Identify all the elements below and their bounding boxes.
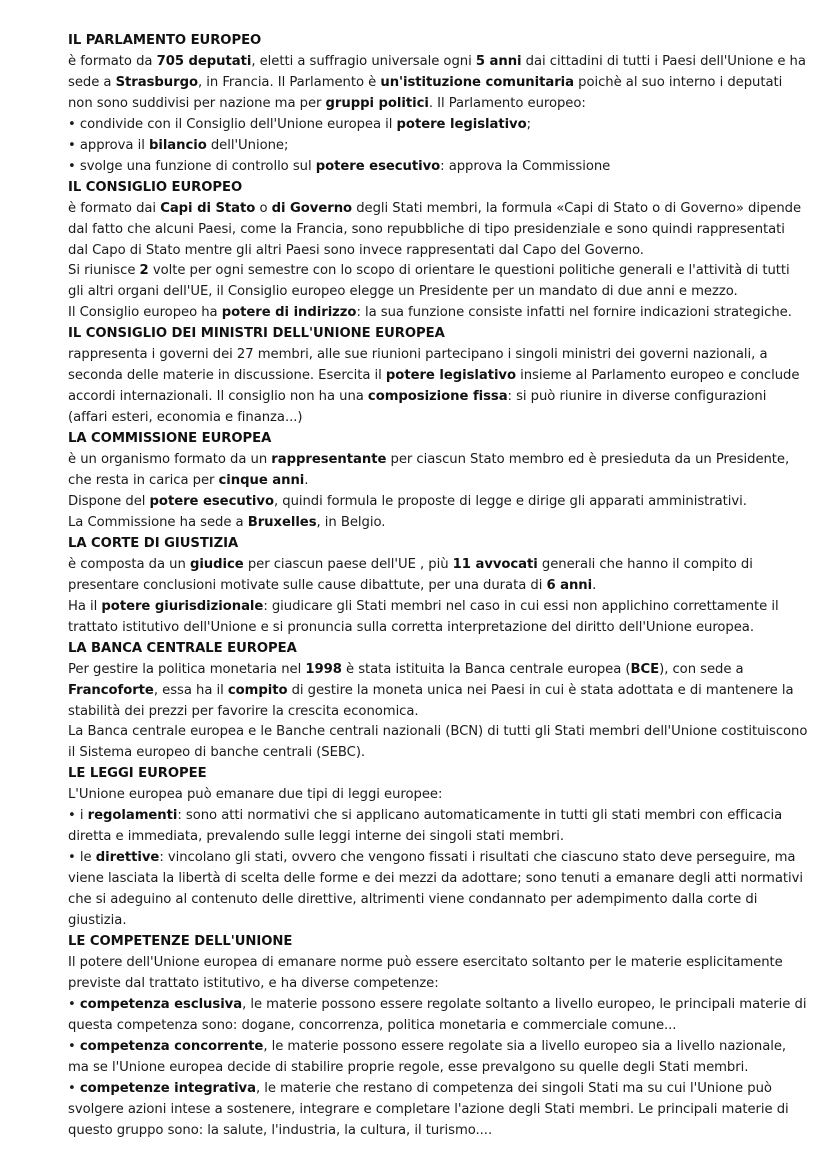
bullet-item	[68, 1079, 808, 1142]
text-run: generali che hanno il compito di presentare conclusioni motivate sulle cause dibattute, per una durata di	[68, 556, 753, 593]
text-run: , eletti a suffragio universale ogni	[251, 53, 476, 69]
section	[68, 932, 808, 1142]
text-run: per ciascun paese dell'UE , più	[243, 556, 453, 572]
paragraph	[68, 52, 808, 115]
text-run: : si può riunire in diverse configurazioni (affari esteri, economia e finanza...)	[68, 389, 767, 426]
text-run: La Banca centrale europea e le Banche centrali nazionali (BCN) di tutti gli Stati membri dell'Unione costituiscono il Sistema europeo di banche centrali (SEBC).	[68, 724, 808, 761]
text-run: rappresenta i governi dei 27 membri, alle sue riunioni partecipano i singoli ministri dei governi nazionali, a seconda delle materie in discussione. Esercita il	[68, 347, 768, 384]
section	[68, 429, 808, 534]
text-run: i	[79, 808, 88, 824]
section-title: LE LEGGI EUROPEE	[68, 766, 207, 782]
text-run: Ha il	[68, 598, 102, 614]
section	[68, 534, 808, 639]
text-run: approva il	[79, 137, 149, 153]
bullet-item	[68, 157, 808, 178]
bold-text: rappresentante	[271, 452, 387, 468]
section	[68, 178, 808, 325]
paragraph	[68, 345, 808, 429]
paragraph	[68, 513, 808, 534]
bold-text: potere esecutivo	[315, 158, 441, 174]
paragraph	[68, 303, 808, 324]
text-run: ), con sede a	[659, 661, 744, 677]
section-title: LE COMPETENZE DELL'UNIONE	[68, 933, 293, 949]
bold-text: 705 deputati	[156, 53, 252, 69]
text-run: è formato dai	[68, 200, 161, 216]
text-run: La Commissione ha sede a	[68, 514, 248, 530]
text-run: condivide con il Consiglio dell'Unione europea il	[79, 116, 397, 132]
section-title: IL PARLAMENTO EUROPEO	[68, 33, 262, 48]
text-run: è formato da	[68, 53, 157, 69]
section	[68, 324, 808, 429]
text-run: le	[79, 850, 96, 866]
text-run: Il Consiglio europeo ha	[68, 305, 222, 321]
bold-text: compito	[227, 682, 288, 698]
paragraph	[68, 199, 808, 262]
text-run: , in Belgio.	[316, 514, 386, 530]
text-run: volte per ogni semestre con lo scopo di orientare le questioni politiche generali e l'attività di tutti gli altri organi dell'UE, il Consiglio europeo elegge un Presidente per un mandato di due anni e mezzo.	[68, 263, 790, 300]
bullet-item	[68, 806, 808, 848]
bold-text: Capi di Stato	[160, 200, 256, 216]
bold-text: gruppi politici	[325, 95, 429, 111]
bold-text: regolamenti	[87, 808, 178, 824]
text-run: Dispone del	[68, 493, 150, 509]
bold-text: potere di indirizzo	[221, 305, 357, 321]
text-run: , quindi formula le proposte di legge e dirige gli apparati amministrativi.	[273, 493, 747, 509]
text-run: : la sua funzione consiste infatti nel fornire indicazioni strategiche.	[356, 305, 792, 321]
bold-text: 11 avvocati	[452, 556, 538, 572]
text-run: svolge una funzione di controllo sul	[79, 158, 316, 174]
text-run: ;	[526, 116, 532, 132]
text-run: dai cittadini di tutti i Paesi dell'Unione e ha sede a	[68, 53, 806, 90]
section	[68, 639, 808, 765]
bold-text: bilancio	[148, 137, 207, 153]
bold-text: 5 anni	[475, 53, 522, 69]
text-run: L'Unione europea può emanare due tipi di leggi europee:	[68, 787, 443, 803]
paragraph	[68, 450, 808, 492]
section-title: IL CONSIGLIO EUROPEO	[68, 179, 243, 195]
bold-text: competenza concorrente	[79, 1038, 264, 1054]
bold-text: 6 anni	[546, 577, 593, 593]
document-page	[68, 31, 808, 1142]
bold-text: Strasburgo	[115, 74, 198, 90]
bullet-item	[68, 848, 808, 932]
text-run: di gestire la moneta unica nei Paesi in cui è stata adottata e di mantenere la stabilità dei prezzi per favorire la crescita economica.	[68, 682, 794, 719]
text-run: : approva la Commissione	[440, 158, 611, 174]
text-run: è composta da un	[68, 556, 190, 572]
paragraph	[68, 660, 808, 723]
text-run: : sono atti normativi che si applicano automaticamente in tutti gli stati membri con efficacia diretta e immediata, prevalendo sulle leggi interne dei singoli stati membri.	[68, 808, 783, 845]
bold-text: competenze integrativa	[79, 1080, 256, 1096]
text-run: , essa ha il	[153, 682, 228, 698]
paragraph	[68, 785, 808, 806]
bold-text: competenza esclusiva	[79, 996, 243, 1012]
bold-text: direttive	[95, 850, 160, 866]
bullet-item	[68, 995, 808, 1037]
text-run: poichè al suo interno i deputati non sono suddivisi per nazione ma per	[68, 74, 783, 111]
bold-text: un'istituzione comunitaria	[380, 74, 574, 90]
text-run: degli Stati membri, la formula «Capi di Stato o di Governo» dipende dal fatto che alcuni Paesi, come la Francia, sono repubbliche di tipo presidenziale e sono quindi rappresentati dal Capo di Stato mentre gli altri Paesi sono invece rappresentati dal Capo del Governo.	[68, 200, 802, 258]
section-title: LA BANCA CENTRALE EUROPEA	[68, 640, 297, 656]
text-run: , in Francia. Il Parlamento è	[197, 74, 381, 90]
section-title: IL CONSIGLIO DEI MINISTRI DELL'UNIONE EUROPEA	[68, 326, 445, 342]
text-run: è stata istituita la Banca centrale europea (	[341, 661, 631, 677]
text-run: dell'Unione;	[206, 137, 289, 153]
text-run: .	[592, 577, 597, 593]
bold-text: potere esecutivo	[149, 493, 274, 509]
bullet-item	[68, 115, 808, 136]
bold-text: potere giurisdizionale	[101, 598, 264, 614]
text-run: o	[255, 200, 272, 216]
paragraph	[68, 722, 808, 764]
text-run: per ciascun Stato membro ed è presieduta da un Presidente, che resta in carica per	[68, 452, 790, 489]
paragraph	[68, 261, 808, 303]
paragraph	[68, 953, 808, 995]
text-run: , le materie che restano di competenza dei singoli Stati ma su cui l'Unione può svolgere azioni intese a sostenere, integrare e completare l'azione degli Stati membri. Le principali materie di questo gruppo sono: la salute, l'industria, la cultura, il turismo....	[68, 1080, 789, 1138]
bold-text: 1998	[305, 661, 342, 677]
bold-text: 2	[139, 263, 149, 279]
bold-text: Bruxelles	[247, 514, 317, 530]
text-run: è un organismo formato da un	[68, 452, 272, 468]
bold-text: potere legislativo	[385, 368, 516, 384]
paragraph	[68, 492, 808, 513]
bullet-item	[68, 1037, 808, 1079]
section-title: LA COMMISSIONE EUROPEA	[68, 431, 272, 447]
text-run: . Il Parlamento europeo:	[428, 95, 586, 111]
text-run: Il potere dell'Unione europea di emanare norme può essere esercitato soltanto per le materie esplicitamente previste dal trattato istitutivo, e ha diverse competenze:	[68, 954, 783, 991]
section	[68, 31, 808, 178]
paragraph	[68, 597, 808, 639]
bold-text: di Governo	[271, 200, 353, 216]
text-run: .	[304, 473, 309, 489]
bold-text: giudice	[189, 556, 244, 572]
text-run: Si riunisce	[68, 263, 140, 279]
text-run: Per gestire la politica monetaria nel	[68, 661, 306, 677]
section-title: LA CORTE DI GIUSTIZIA	[68, 535, 239, 551]
text-run: : vincolano gli stati, ovvero che vengono fissati i risultati che ciascuno stato deve perseguire, ma viene lasciata la libertà di scelta delle forme e dei mezzi da adottare; sono tenuti a emanare degli atti normativi che si adeguino al contenuto delle direttive, altrimenti viene condannato per adempimento dalla corte di giustizia.	[68, 850, 803, 929]
text-run: insieme al Parlamento europeo e conclude accordi internazionali. Il consiglio non ha una	[68, 368, 800, 405]
text-run: , le materie possono essere regolate soltanto a livello europeo, le principali materie di questa competenza sono: dogane, concorrenza, politica monetaria e commerciale comune...	[68, 996, 807, 1033]
text-run: : giudicare gli Stati membri nel caso in cui essi non applichino correttamente il trattato istitutivo dell'Unione e si pronuncia sulla corretta interpretazione del diritto dell'Unione europea.	[68, 598, 779, 635]
bold-text: composizione fissa	[367, 389, 508, 405]
section	[68, 764, 808, 932]
bold-text: BCE	[630, 661, 660, 677]
paragraph	[68, 555, 808, 597]
bold-text: cinque anni	[218, 473, 305, 489]
bullet-item	[68, 136, 808, 157]
bold-text: potere legislativo	[396, 116, 527, 132]
bold-text: Francoforte	[68, 682, 154, 698]
text-run: , le materie possono essere regolate sia a livello europeo sia a livello nazionale, ma se l'Unione europea decide di stabilire proprie regole, esse prevalgono su quelle degli Stati membri.	[68, 1038, 787, 1075]
